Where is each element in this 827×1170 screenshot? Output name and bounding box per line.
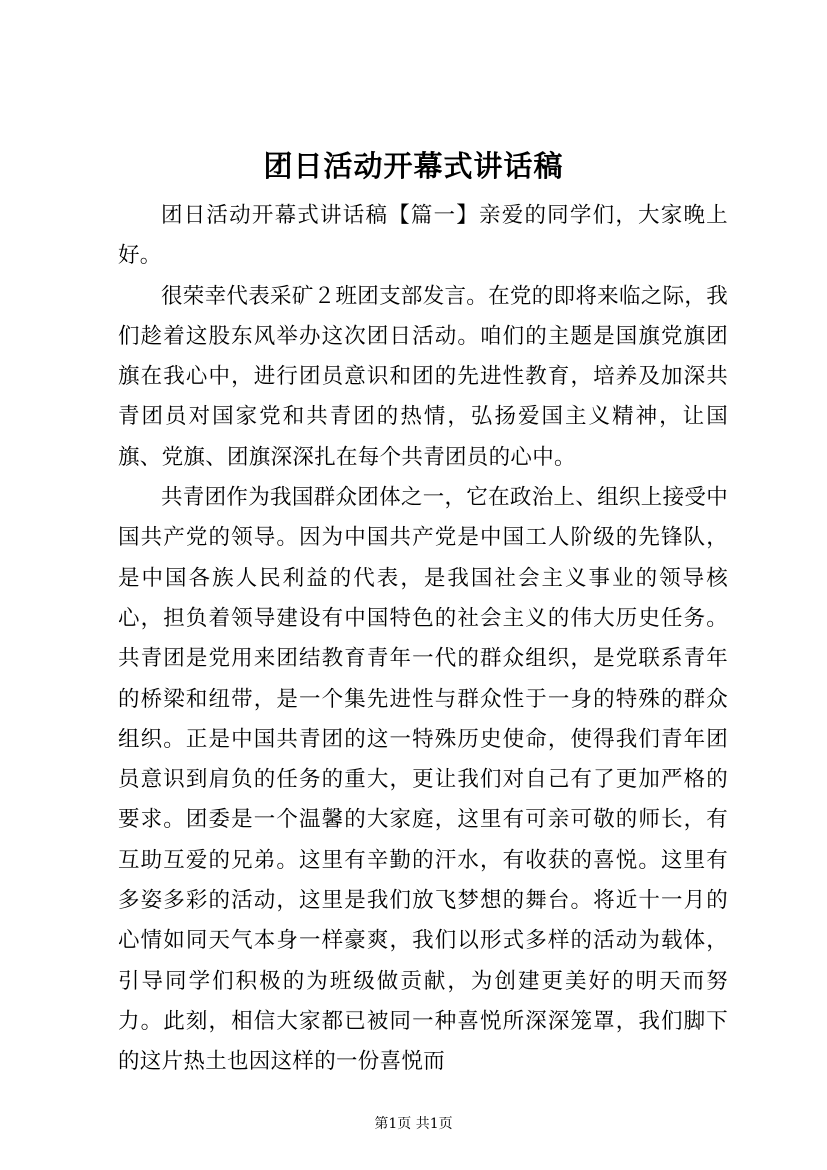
page-number-footer: 第1页 共1页 (374, 1116, 453, 1132)
paragraph-1: 团日活动开幕式讲话稿【篇一】亲爱的同学们，大家晚上好。 (118, 203, 728, 269)
document-title: 团日活动开幕式讲话稿 (263, 149, 564, 183)
paragraph-3: 共青团作为我国群众团体之一，它在政治上、组织上接受中国共产党的领导。因为中国共产党是中国工人阶级的先锋队，是中国各族人民利益的代表，是我国社会主义事业的领导核心，担负着领导建设有中国特色的社会主义的伟大历史任务。共青团是党用来团结教育青年一代的群众组织，是党联系青年的桥梁和纽带，是一个集先进性与群众性于一身的特殊的群众组织。正是中国共青团的这一特殊历史使命，使得我们青年团员意识到肩负的任务的重大，更让我们对自己有了更加严格的要求。团委是一个温馨的大家庭，这里有可亲可敬的师长，有互助互爱的兄弟。这里有辛勤的汗水，有收获的喜悦。这里有多姿多彩的活动，这里是我们放飞梦想的舞台。将近十一月的心情如同天气本身一样豪爽，我们以形式多样的活动为载体，引导同学们积极的为班级做贡献，为创建更美好的明天而努力。此刻，相信大家都已被同一种喜悦所深深笼罩，我们脚下的这片热土也因这样的一份喜悦而 (118, 485, 728, 1075)
paragraph-2: 很荣幸代表采矿２班团支部发言。在党的即将来临之际，我们趁着这股东风举办这次团日活动。咱们的主题是国旗党旗团旗在我心中，进行团员意识和团的先进性教育，培养及加深共青团员对国家党和共青团的热情，弘扬爱国主义精神，让国旗、党旗、团旗深深扎在每个共青团员的心中。 (118, 283, 728, 470)
document-body (118, 196, 728, 1083)
